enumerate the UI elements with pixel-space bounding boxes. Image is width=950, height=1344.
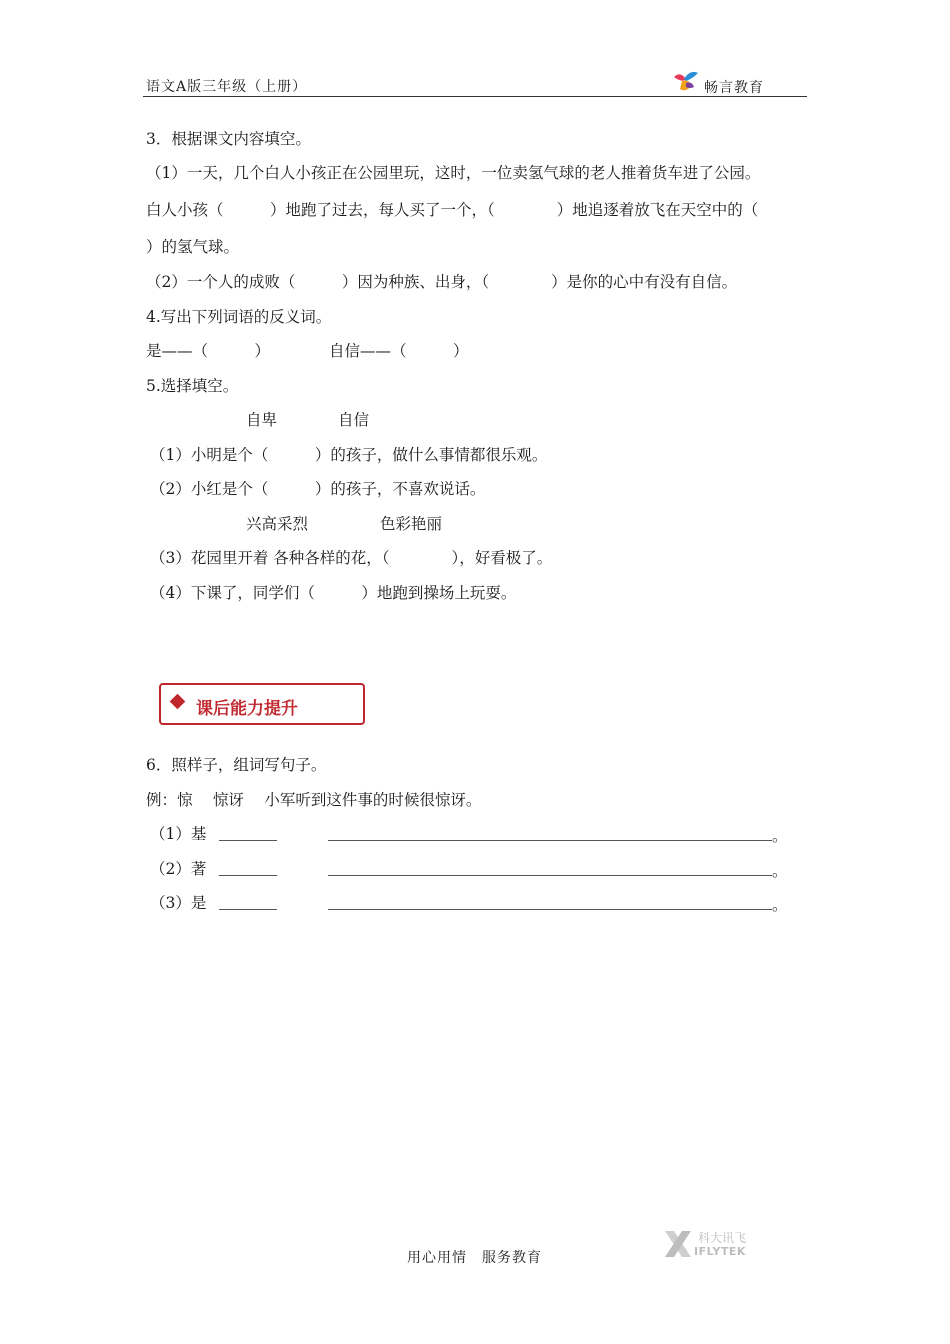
q5-title: 5.选择填空。 <box>146 377 239 395</box>
q5-sentence-1: （1）小明是个（ ）的孩子，做什么事情都很乐观。 <box>150 446 548 464</box>
q4-title: 4.写出下列词语的反义词。 <box>146 308 332 326</box>
logo-cn: 科大讯飞 <box>698 1231 747 1245</box>
bird-logo-icon <box>672 69 702 95</box>
q6-item-1-label: （1）基 <box>150 825 207 843</box>
section-label: 课后能力提升 <box>196 699 298 719</box>
q4-item-2: 自信——（ ） <box>329 342 469 360</box>
q6-item-1-word-blank[interactable] <box>219 840 277 841</box>
q6-item-3-label: （3）是 <box>150 894 207 912</box>
header-divider <box>143 96 807 97</box>
q3-title: 3．根据课文内容填空。 <box>146 130 311 148</box>
q6-item-2-label: （2）著 <box>150 860 207 878</box>
q6-example: 例：惊 惊讶 小军听到这件事的时候很惊讶。 <box>146 791 482 809</box>
q5-word-b: 自信 <box>338 411 370 429</box>
brand-name: 畅言教育 <box>704 80 764 96</box>
footer-slogan: 用心用情 服务教育 <box>407 1250 542 1266</box>
logo-en: IFLYTEK <box>694 1245 746 1258</box>
q5-word-a: 自卑 <box>246 411 278 429</box>
q3-p1-line1: （1）一天，几个白人小孩正在公园里玩，这时，一位卖氢气球的老人推着货车进了公园。 <box>146 164 761 182</box>
q6-item-2-end: 。 <box>772 862 788 880</box>
q5-sentence-4: （4）下课了，同学们（ ）地跑到操场上玩耍。 <box>150 584 517 602</box>
red-diamond-icon <box>170 694 186 710</box>
iflytek-logo <box>662 1227 772 1263</box>
q3-p1-line2: 白人小孩（ ）地跑了过去，每人买了一个，（ ）地追逐着放飞在天空中的（ <box>146 201 759 219</box>
iflytek-x-logo-icon <box>662 1227 694 1261</box>
q6-item-2-sentence-blank[interactable] <box>328 875 772 876</box>
q3-p2: （2）一个人的成败（ ）因为种族、出身，（ ）是你的心中有没有自信。 <box>146 273 738 291</box>
q6-title: 6．照样子，组词写句子。 <box>146 756 327 774</box>
header-title: 语文A版三年级（上册） <box>146 79 308 95</box>
q6-item-3-end: 。 <box>772 896 788 914</box>
q6-item-3-sentence-blank[interactable] <box>328 909 772 910</box>
q6-item-1-sentence-blank[interactable] <box>328 840 772 841</box>
q3-p1-line3: ）的氢气球。 <box>146 238 240 256</box>
q5-sentence-2: （2）小红是个（ ）的孩子，不喜欢说话。 <box>150 480 486 498</box>
q5-word-c: 兴高采烈 <box>246 515 309 533</box>
q4-item-1: 是——（ ） <box>146 342 271 360</box>
q6-item-3-word-blank[interactable] <box>219 909 277 910</box>
q5-sentence-3: （3）花园里开着 各种各样的花，（ ），好看极了。 <box>150 549 553 567</box>
q6-item-1-end: 。 <box>772 827 788 845</box>
q5-word-d: 色彩艳丽 <box>380 515 443 533</box>
brand <box>672 69 812 95</box>
section-header <box>159 683 365 725</box>
q6-item-2-word-blank[interactable] <box>219 875 277 876</box>
